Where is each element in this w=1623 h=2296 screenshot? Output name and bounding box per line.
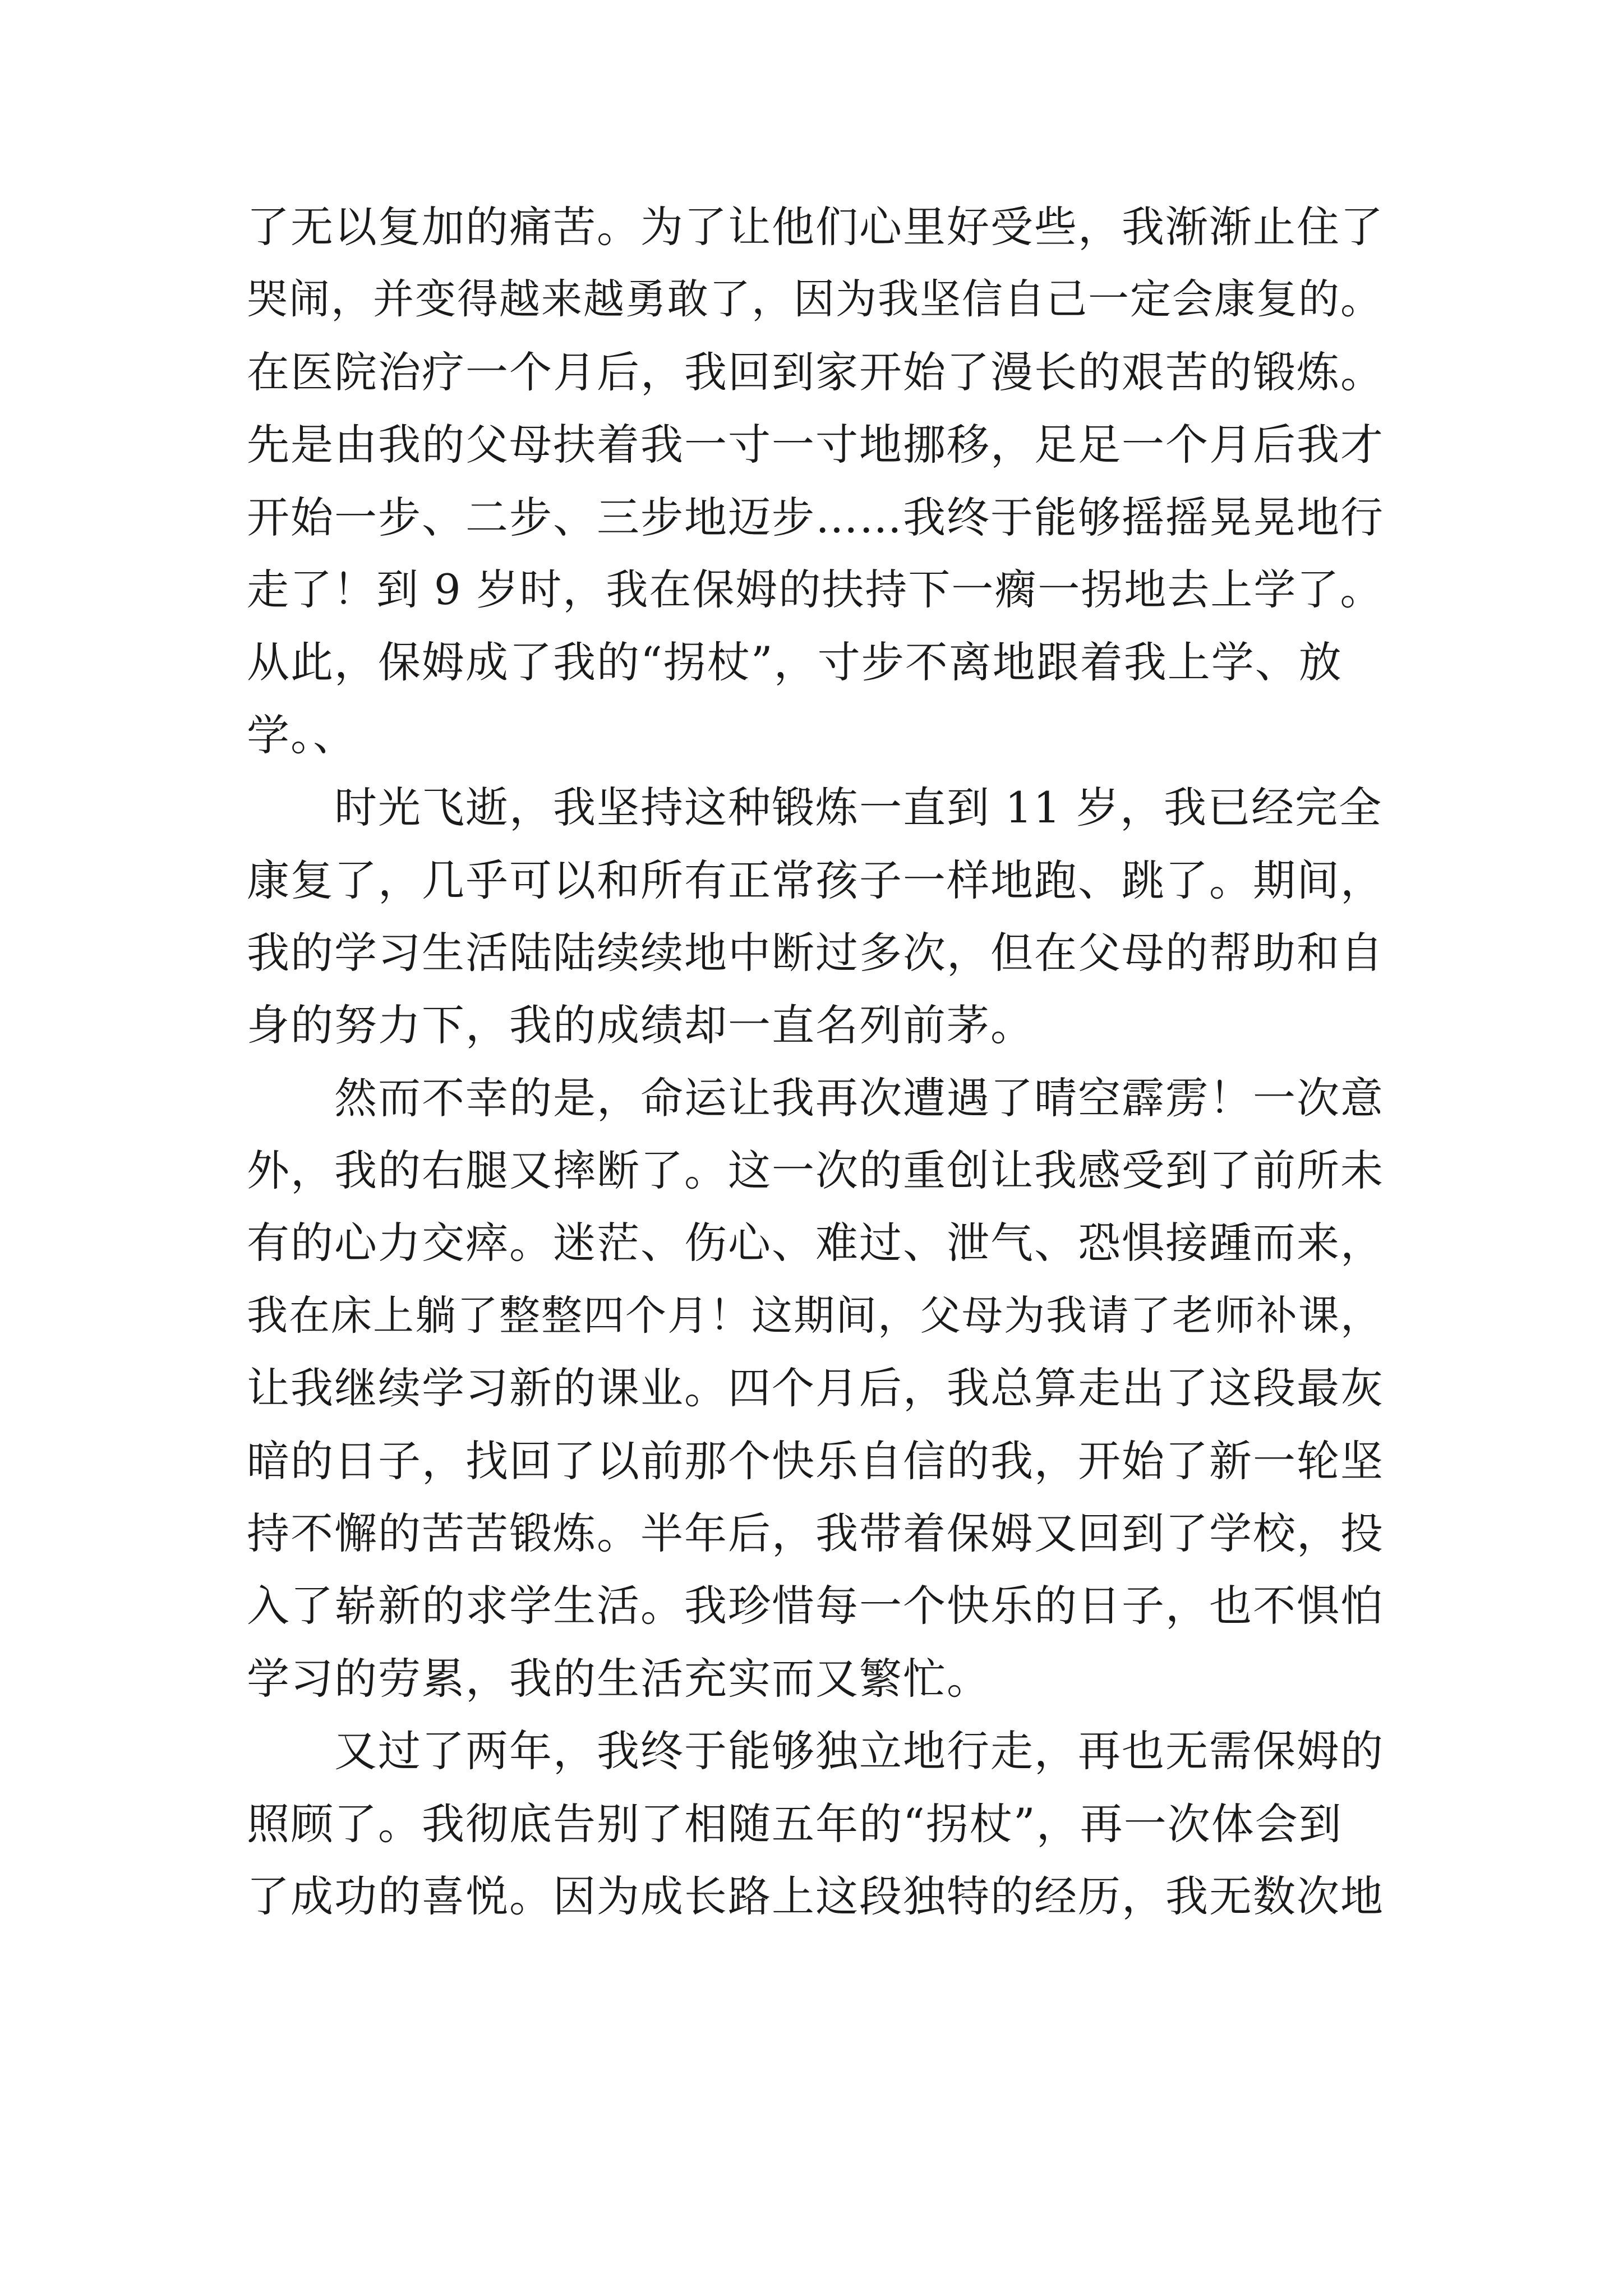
text-line: 学习的劳累，我的生活充实而又繁忙。 (247, 1653, 990, 1704)
text-line: 从此，保姆成了我的“拐杖”，寸步不离地跟着我上学、放 (247, 637, 1343, 688)
text-line: 照顾了。我彻底告别了相随五年的“拐杖”，再一次体会到 (247, 1798, 1343, 1849)
text-line: 我的学习生活陆陆续续地中断过多次，但在父母的帮助和自 (247, 927, 1384, 978)
body-text (247, 191, 1385, 1932)
text-line: 了成功的喜悦。因为成长路上这段独特的经历，我无数次地 (247, 1871, 1384, 1921)
text-line: 我在床上躺了整整四个月！这期间，父母为我请了老师补课， (247, 1291, 1382, 1340)
text-line: 先是由我的父母扶着我一寸一寸地挪移，足足一个月后我才 (247, 420, 1384, 470)
text-line: 外，我的右腿又摔断了。这一次的重创让我感受到了前所未 (247, 1145, 1384, 1196)
text-line: 让我继续学习新的课业。四个月后，我总算走出了这段最灰 (247, 1363, 1384, 1414)
text-line: 学。、 (247, 710, 357, 760)
text-line: 在医院治疗一个月后，我回到家开始了漫长的艰苦的锻炼。 (247, 347, 1384, 397)
text-line: 入了崭新的求学生活。我珍惜每一个快乐的日子，也不惧怕 (247, 1581, 1384, 1631)
text-line: 身的努力下，我的成绩却一直名列前茅。 (247, 1000, 1034, 1051)
paragraph-first-line: 时光飞逝，我坚持这种锻炼一直到 11 岁，我已经完全 (334, 783, 1383, 833)
text-line: 持不懈的苦苦锻炼。半年后，我带着保姆又回到了学校，投 (247, 1508, 1384, 1559)
text-line: 了无以复加的痛苦。为了让他们心里好受些，我渐渐止住了 (247, 202, 1384, 252)
paragraph-first-line: 又过了两年，我终于能够独立地行走，再也无需保姆的 (334, 1726, 1384, 1777)
text-line: 开始一步、二步、三步地迈步……我终于能够摇摇晃晃地行 (247, 492, 1384, 542)
paragraph-first-line: 然而不幸的是，命运让我再次遭遇了晴空霹雳！一次意 (334, 1073, 1384, 1123)
text-line: 有的心力交瘁。迷茫、伤心、难过、泄气、恐惧接踵而来， (247, 1218, 1384, 1268)
text-line: 走了！到 9 岁时，我在保姆的扶持下一瘸一拐地去上学了。 (247, 564, 1384, 614)
text-line: 康复了，几乎可以和所有正常孩子一样地跑、跳了。期间， (247, 855, 1384, 905)
text-line: 暗的日子，找回了以前那个快乐自信的我，开始了新一轮坚 (247, 1435, 1384, 1486)
text-line: 哭闹，并变得越来越勇敢了，因为我坚信自己一定会康复的。 (247, 275, 1382, 324)
